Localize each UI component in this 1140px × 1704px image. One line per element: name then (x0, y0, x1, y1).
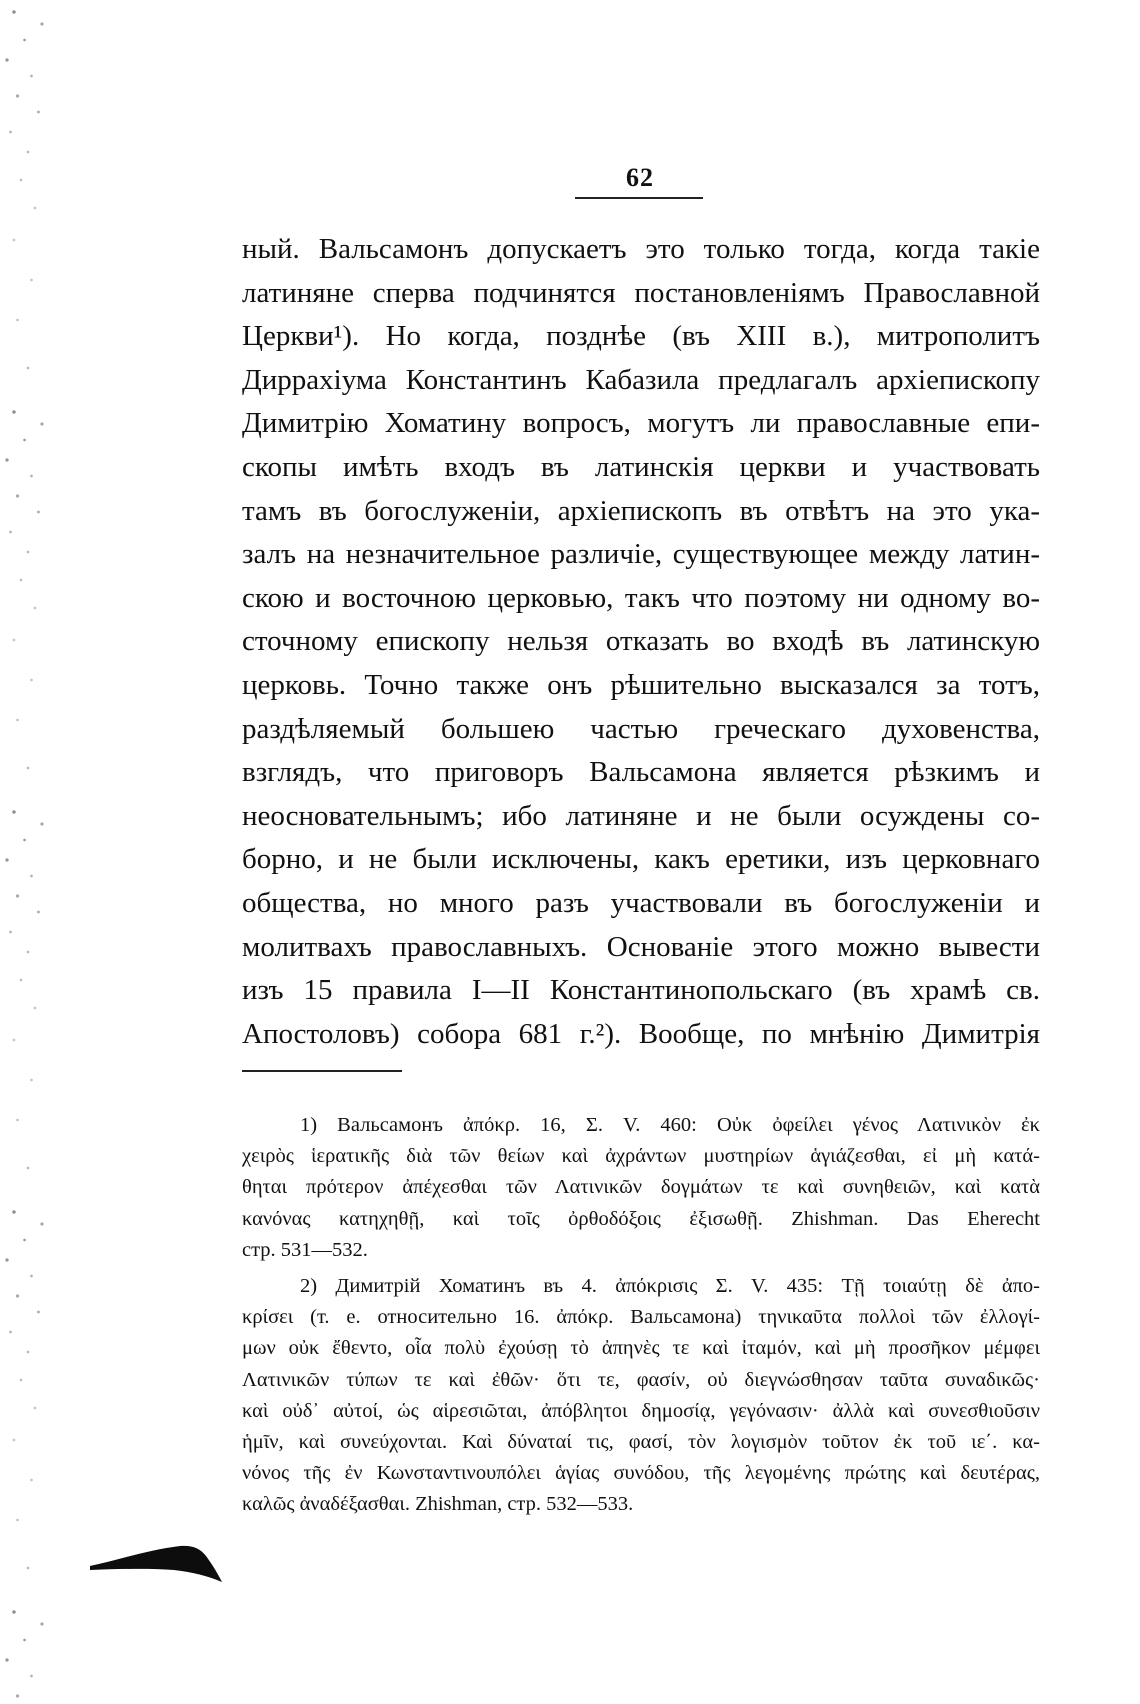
footnote-line: ἡμῖν, καὶ συνεύχονται. Καὶ δύναταί τις, φασί, τὸν λογισμὸν τοῦτον ἐκ τοῦ ιε΄. κα- (242, 1430, 1040, 1453)
main-text-block (242, 228, 1040, 1056)
main-text-line: церковь. Точно также онъ рѣшительно высказался за тотъ, (242, 668, 1040, 701)
main-text-line: скою и восточною церковью, такъ что поэтому ни одному во- (242, 581, 1040, 614)
main-text-line: сточному епископу нельзя отказать во входѣ въ латинскую (242, 625, 1040, 658)
main-text-line: молитвахъ православныхъ. Основаніе этого можно вывести (242, 930, 1040, 963)
footnote-line: καὶ οὐδ᾽ αὐτοί, ὡς αἱρεσιῶται, ἀπόβλητοι δημοσίᾳ, γεγόνασιν· ἀλλὰ καὶ συνεσθιοῦσιν (242, 1399, 1040, 1422)
main-text-line: неосновательнымъ; ибо латиняне и не были осуждены со- (242, 799, 1040, 832)
main-text-line: Церкви¹). Но когда, позднѣе (въ XIII в.), митрополитъ (242, 320, 1040, 353)
footnote-line: μων οὐκ ἔθεντο, οἷα πολὺ ἐχούσῃ τὸ ἀπηνὲς τε καὶ ἰταμόν, καὶ μὴ προσῆκον μέμφει (242, 1337, 1040, 1360)
footnote-line: Λατινικῶν τύπων τε καὶ ἐθῶν· ὅτι τε, φασίν, οὐ διεγνώσθησαν ταῦτα συναδικῶς· (242, 1368, 1040, 1391)
scan-edge-noise (0, 0, 70, 1704)
footnote-1 (242, 1110, 1040, 1266)
footnote-separator (242, 1070, 402, 1072)
footnote-line: стр. 531—532. (242, 1238, 368, 1261)
main-text-line: скопы имѣть входъ въ латинскія церкви и участвовать (242, 450, 1040, 483)
main-text-line: ный. Вальсамонъ допускаетъ это только тогда, когда такіе (242, 233, 1040, 265)
footnote-line: καλῶς ἀναδέξασθαι. Zhishman, стр. 532—533. (242, 1493, 634, 1516)
main-text-line: борно, и не были исключены, какъ еретики, изъ церковнаго (242, 843, 1040, 876)
footnote-line: νόνος τῆς ἐν Κωνσταντινουπόλει ἁγίας συνόδου, τῆς λεγομένης πρώτης καὶ δευτέρας, (242, 1462, 1040, 1485)
main-text-line: тамъ въ богослуженіи, архіепископъ въ отвѣтъ на это ука- (242, 494, 1040, 527)
footnote-line: κρίσει (т. е. относительно 16. ἀπόκρ. Вальсамона) τηνικαῦτα πολλοὶ τῶν ἐλλογί- (242, 1306, 1040, 1329)
main-text-line: Диррахіума Константинъ Кабазила предлагалъ архіепископу (242, 363, 1040, 396)
main-text-line: общества, но много разъ участвовали въ богослуженіи и (242, 886, 1040, 919)
footnote-line: χειρὸς ἱερατικῆς διὰ τῶν θείων καὶ ἀχράντων μυστηρίων ἁγιάζεσθαι, εἰ μὴ κατά- (242, 1145, 1040, 1168)
footnote-line: 1) Вальсамонъ ἀπόκρ. 16, Σ. V. 460: Οὐκ ὀφείλει γένος Λατινικὸν ἐκ (300, 1114, 1040, 1136)
footnote-2 (242, 1271, 1040, 1521)
main-text-line: раздѣляемый большею частью греческаго духовенства, (242, 712, 1040, 745)
page-number: 62 (626, 163, 654, 192)
main-text-line: Димитрію Хоматину вопросъ, могутъ ли православные епи- (242, 407, 1040, 440)
footnotes-block (242, 1110, 1040, 1520)
footnote-line: θηται πρότερον ἀπέχεσθαι τῶν Λατινικῶν δογμάτων τε καὶ συνηθειῶν, καὶ κατὰ (242, 1176, 1040, 1199)
ink-blot-mark (88, 1536, 228, 1586)
footnote-line: 2) Димитрій Хоматинъ въ 4. ἀπόκρισις Σ. V. 435: Τῇ τοιαύτῃ δὲ ἀπο- (300, 1274, 1040, 1297)
main-text-line: изъ 15 правила I—II Константинопольскаго (въ храмѣ св. (242, 974, 1040, 1007)
main-text-line: латиняне сперва подчинятся постановленіямъ Православной (242, 276, 1040, 309)
main-text-line: взглядъ, что приговоръ Вальсамона является рѣзкимъ и (242, 756, 1040, 789)
page-number-rule (575, 197, 703, 199)
main-text-line: залъ на незначительное различіе, существующее между латин- (242, 538, 1040, 571)
main-text-line: Апостоловъ) собора 681 г.²). Вообще, по мнѣнію Димитрія (242, 1017, 1040, 1050)
footnote-line: κανόνας κατηχηθῇ, καὶ τοῖς ὀρθοδόξοις ἐξισωθῇ. Zhishman. Das Eherecht (242, 1207, 1040, 1230)
